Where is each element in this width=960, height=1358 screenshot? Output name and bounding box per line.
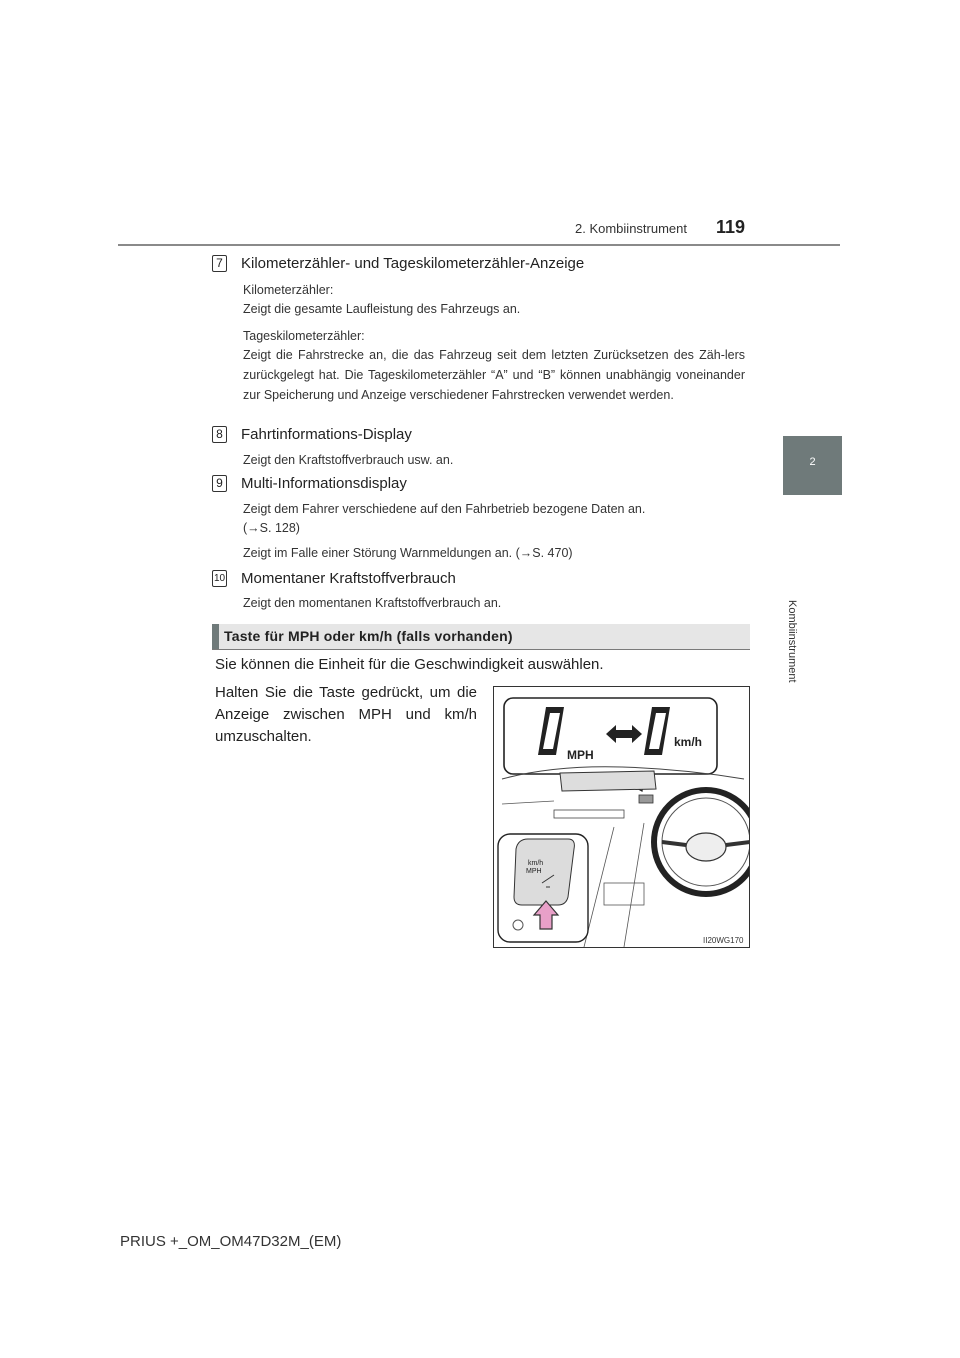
item-9-heading — [212, 472, 407, 494]
chapter-tab-number: 2 — [809, 456, 816, 468]
header-divider — [118, 244, 840, 246]
item-10-paragraph-1: Zeigt den momentanen Kraftstoffverbrauch an. — [243, 596, 502, 610]
item-9-paragraph-3: Zeigt im Falle einer Störung Warnmeldungen an. (→S. 470) — [243, 546, 573, 560]
section-title: Taste für MPH oder km/h (falls vorhanden) — [224, 628, 513, 644]
body-instruction: Halten Sie die Taste gedrückt, um die Anzeige zwischen MPH und km/h umzuschalten. — [215, 684, 477, 745]
dashboard-svg — [494, 687, 749, 947]
item-number-badge: 8 — [212, 426, 227, 443]
left-unit-label: MPH — [567, 748, 594, 762]
meter-hood — [560, 771, 656, 791]
item-10-heading — [212, 567, 456, 589]
body-intro: Sie können die Einheit für die Geschwindigkeit auswählen. — [215, 656, 604, 673]
item-title: Multi-Informationsdisplay — [241, 474, 407, 492]
item-number-badge: 9 — [212, 475, 227, 492]
item-9-paragraph-1: Zeigt dem Fahrer verschiedene auf den Fahrbetrieb bezogene Daten an. — [243, 502, 646, 516]
item-8-paragraph-1: Zeigt den Kraftstoffverbrauch usw. an. — [243, 453, 454, 467]
header-section-title: 2. Kombiinstrument — [575, 221, 687, 236]
page-number: 119 — [716, 217, 746, 237]
item-number-badge: 10 — [212, 570, 227, 587]
item-7-heading — [212, 252, 584, 274]
item-number-badge: 7 — [212, 255, 227, 272]
item-7-paragraph-1: Kilometerzähler: — [243, 283, 334, 297]
meter-display-highlight — [639, 795, 653, 803]
item-8-heading — [212, 423, 412, 445]
unit-toggle-button — [514, 839, 574, 905]
dashboard-illustration — [493, 686, 750, 948]
item-7-paragraph-2: Zeigt die gesamte Laufleistung des Fahrzeugs an. — [243, 302, 521, 316]
center-vent — [554, 810, 624, 818]
section-band-underline — [212, 649, 750, 650]
dash-line-left — [502, 801, 554, 804]
item-9-paragraph-2: (→S. 128) — [243, 521, 300, 535]
chapter-side-label: Kombiinstrument — [786, 600, 798, 683]
item-7-paragraph-4: Zeigt die Fahrstrecke an, die das Fahrzeug seit dem letzten Zurücksetzen des Zäh-lers zurückgelegt hat. Die Tageskilometerzähler “A” und “B” können unabhängig voneinander zur Speicherung und Anzeige verschiedener Fahrstrecken verwendet werden. — [243, 348, 745, 402]
steering-wheel-hub — [686, 833, 726, 861]
button-label-kmh: km/h — [528, 860, 544, 867]
footer-document-code: PRIUS +_OM_OM47D32M_(EM) — [120, 1233, 342, 1250]
console-panel — [604, 883, 644, 905]
item-title: Momentaner Kraftstoffverbrauch — [241, 569, 456, 587]
figure-caption: II20WG170 — [703, 936, 744, 945]
console-lines — [584, 823, 644, 947]
button-label-mph: MPH — [526, 868, 542, 875]
item-title: Fahrtinformations-Display — [241, 425, 412, 443]
item-7-paragraph-3: Tageskilometerzähler: — [243, 329, 365, 343]
right-unit-label: km/h — [674, 735, 703, 749]
item-title: Kilometerzähler- und Tageskilometerzähler-Anzeige — [241, 254, 585, 272]
